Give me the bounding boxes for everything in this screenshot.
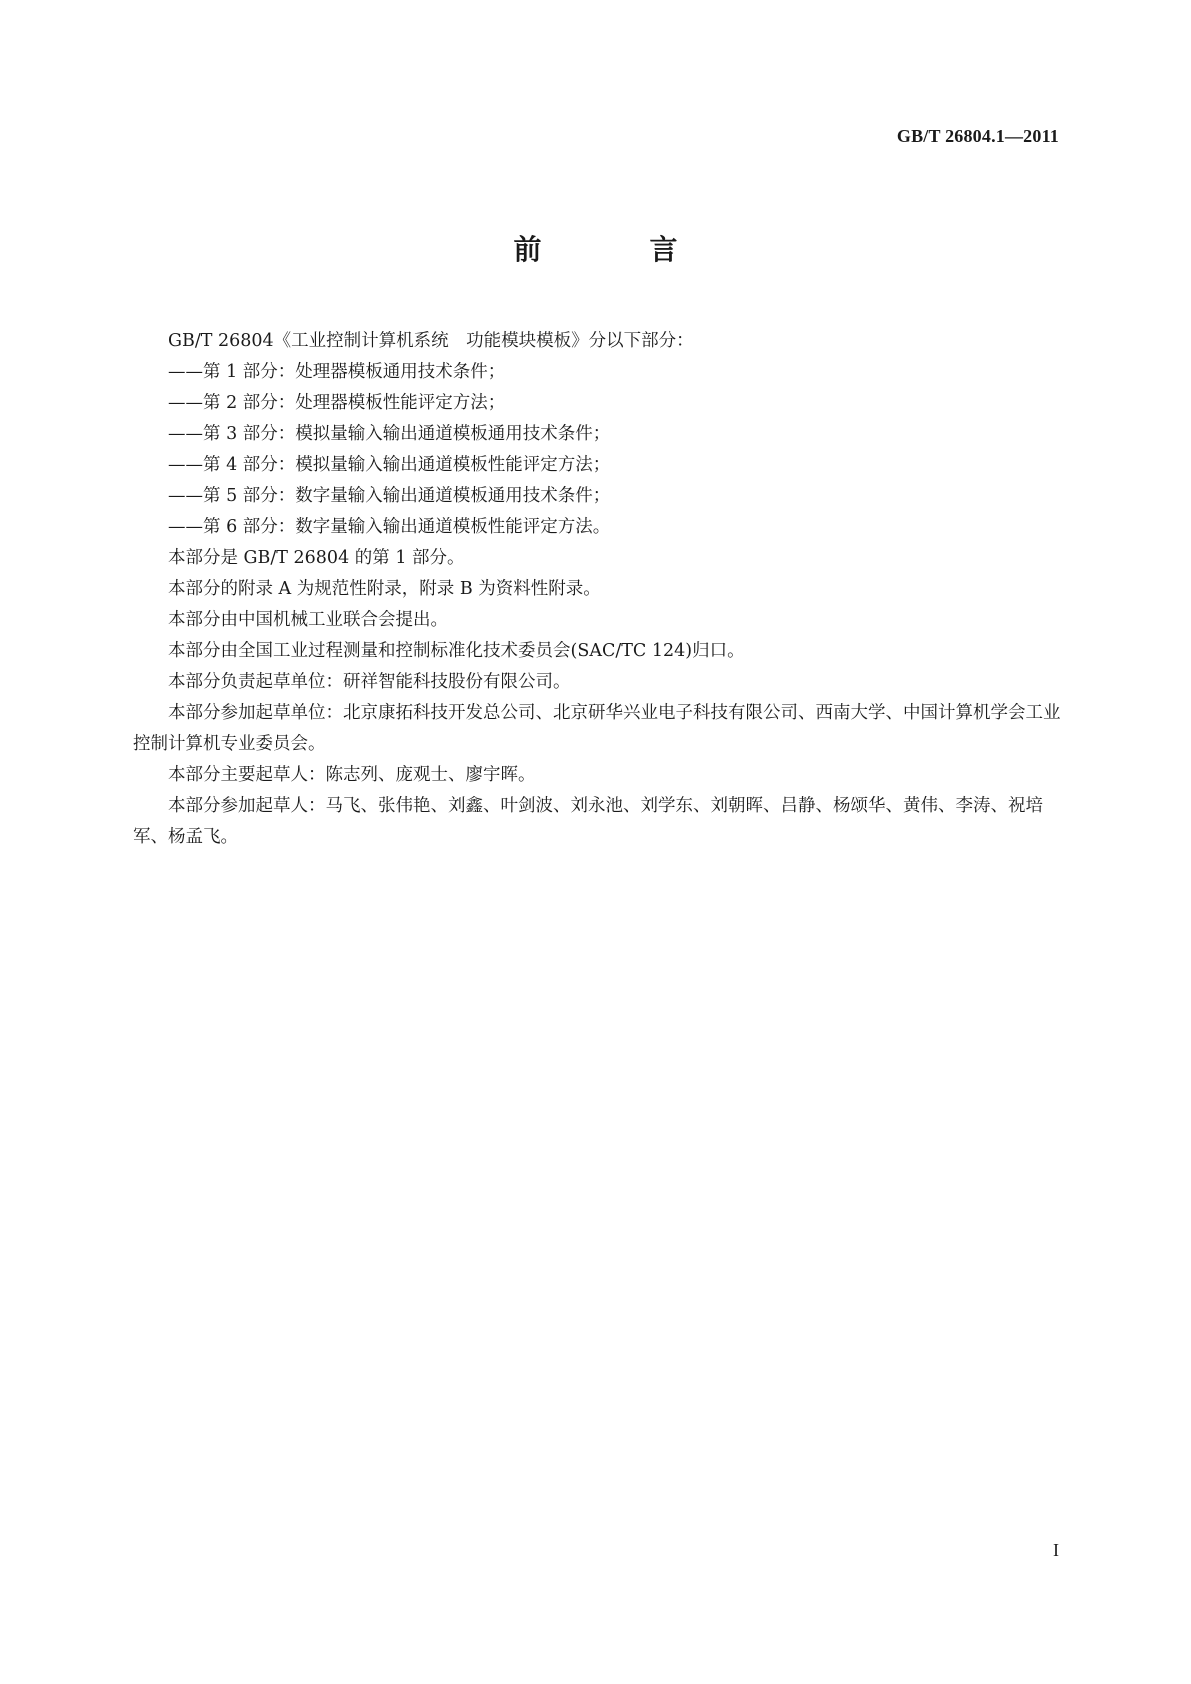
page-title: 前 言 <box>513 233 718 266</box>
list-item: ——第 2 部分：处理器模板性能评定方法； <box>168 393 506 413</box>
paragraph: 本部分主要起草人：陈志列、庞观士、廖宇晖。 <box>168 765 536 785</box>
page-number: I <box>1053 1540 1059 1560</box>
list-item: ——第 6 部分：数字量输入输出通道模板性能评定方法。 <box>168 517 611 537</box>
parts-list <box>133 357 1063 543</box>
list-item: ——第 3 部分：模拟量输入输出通道模板通用技术条件； <box>168 424 611 444</box>
paragraph: 本部分由全国工业过程测量和控制标准化技术委员会(SAC/TC 124)归口。 <box>168 641 745 661</box>
paragraph: 本部分是 GB/T 26804 的第 1 部分。 <box>168 548 465 568</box>
document-body <box>133 326 1063 853</box>
paragraph: 本部分参加起草单位：北京康拓科技开发总公司、北京研华兴业电子科技有限公司、西南大学、中国计算机学会工业控制计算机专业委员会。 <box>133 703 1061 754</box>
list-item: ——第 5 部分：数字量输入输出通道模板通用技术条件； <box>168 486 611 506</box>
list-item: ——第 4 部分：模拟量输入输出通道模板性能评定方法； <box>168 455 611 475</box>
standard-code: GB/T 26804.1—2011 <box>896 126 1059 146</box>
list-item: ——第 1 部分：处理器模板通用技术条件； <box>168 362 506 382</box>
intro-paragraph: GB/T 26804《工业控制计算机系统 功能模块模板》分以下部分： <box>168 331 694 351</box>
paragraph: 本部分的附录 A 为规范性附录，附录 B 为资料性附录。 <box>168 579 601 599</box>
paragraph: 本部分参加起草人：马飞、张伟艳、刘鑫、叶剑波、刘永池、刘学东、刘朝晖、吕静、杨颂华、黄伟、李涛、祝培军、杨孟飞。 <box>133 796 1043 847</box>
paragraph: 本部分负责起草单位：研祥智能科技股份有限公司。 <box>168 672 571 692</box>
paragraph: 本部分由中国机械工业联合会提出。 <box>168 610 448 630</box>
